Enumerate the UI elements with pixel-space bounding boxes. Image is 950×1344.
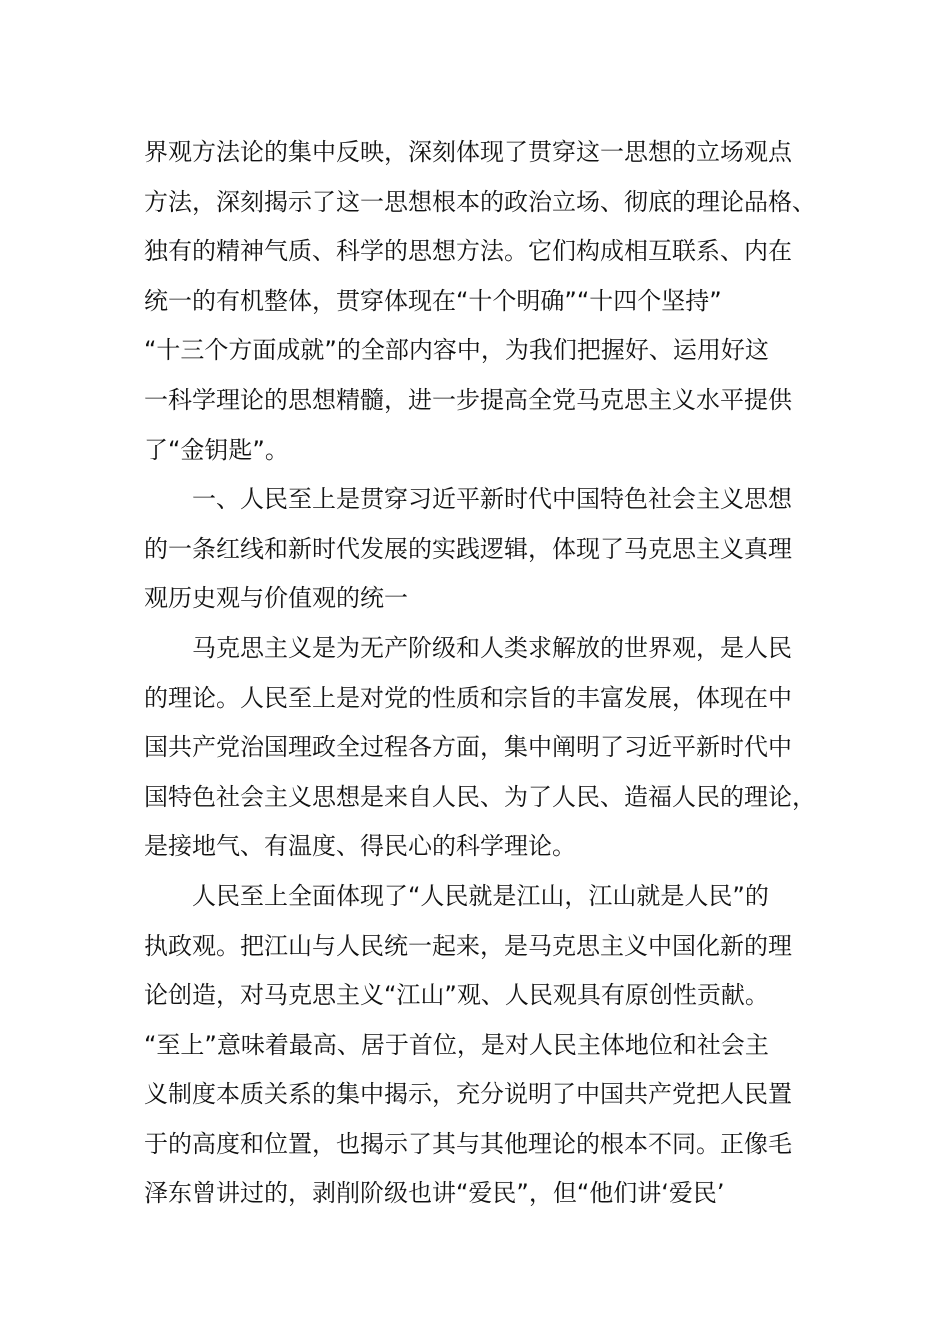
text-line: 统一的有机整体，贯穿体现在“十个明确”“十四个坚持” — [144, 286, 722, 315]
text-line: “至上”意味着最高、居于首位，是对人民主体地位和社会主 — [144, 1030, 769, 1059]
text-line: 马克思主义是为无产阶级和人类求解放的世界观，是人民 — [192, 633, 792, 662]
document-body — [144, 128, 824, 1219]
text-line: 泽东曾讲过的，剥削阶级也讲“爱民”，但“他们讲‘爱民’ — [144, 1179, 725, 1208]
text-line: 国特色社会主义思想是来自人民、为了人民、造福人民的理论， — [144, 782, 816, 811]
text-line: 义制度本质关系的集中揭示，充分说明了中国共产党把人民置 — [144, 1080, 792, 1109]
text-line: 执政观。把江山与人民统一起来，是马克思主义中国化新的理 — [144, 931, 792, 960]
text-line: 了“金钥匙”。 — [144, 435, 289, 464]
text-line: 是接地气、有温度、得民心的科学理论。 — [144, 832, 576, 861]
text-line: 界观方法论的集中反映，深刻体现了贯穿这一思想的立场观点 — [144, 138, 792, 166]
text-line: 人民至上全面体现了“人民就是江山，江山就是人民”的 — [192, 881, 769, 910]
section-heading-line: 一、人民至上是贯穿习近平新时代中国特色社会主义思想 — [192, 485, 792, 514]
text-line: 论创造，对马克思主义“江山”观、人民观具有原创性贡献。 — [144, 981, 769, 1010]
text-line: “十三个方面成就”的全部内容中，为我们把握好、运用好这 — [144, 336, 769, 365]
text-line: 一科学理论的思想精髓，进一步提高全党马克思主义水平提供 — [144, 385, 792, 414]
section-heading-line: 观历史观与价值观的统一 — [144, 584, 408, 613]
section-heading-line: 的一条红线和新时代发展的实践逻辑，体现了马克思主义真理 — [144, 534, 792, 563]
text-line: 独有的精神气质、科学的思想方法。它们构成相互联系、内在 — [144, 237, 792, 266]
text-line: 于的高度和位置，也揭示了其与其他理论的根本不同。正像毛 — [144, 1129, 792, 1158]
text-line: 的理论。人民至上是对党的性质和宗旨的丰富发展，体现在中 — [144, 683, 792, 712]
text-line: 国共产党治国理政全过程各方面，集中阐明了习近平新时代中 — [144, 733, 792, 762]
text-line: 方法，深刻揭示了这一思想根本的政治立场、彻底的理论品格、 — [144, 187, 816, 216]
